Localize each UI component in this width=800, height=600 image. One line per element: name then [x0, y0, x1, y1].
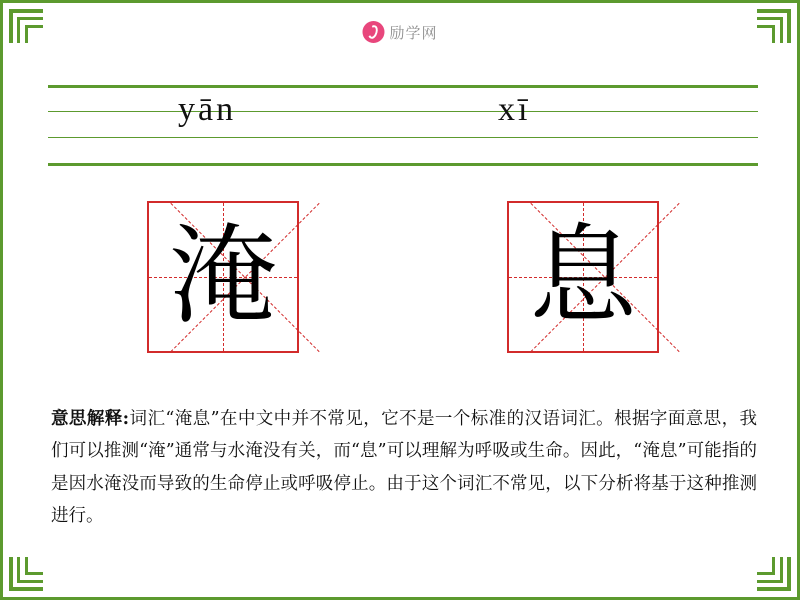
staff-line-bottom	[48, 163, 758, 166]
corner-ornament-bottom-left	[9, 557, 43, 591]
corner-ornament-bottom-right	[757, 557, 791, 591]
staff-line-middle-upper	[48, 111, 758, 112]
character-first: 淹	[168, 214, 277, 339]
pinyin-second: xī	[498, 91, 531, 128]
character-second: 息	[528, 214, 637, 339]
site-logo-label: 励学网	[389, 24, 438, 42]
flame-logo-icon	[362, 21, 384, 43]
character-grid-second	[507, 201, 659, 353]
explanation-body: 词汇“淹息”在中文中并不常见，它不是一个标准的汉语词汇。根据字面意思，我们可以推测“淹”通常与水淹没有关，而“息”可以理解为呼吸或生命。因此，“淹息”可能指的是因水淹没而导致的生命停止或呼吸停止。由于这个词汇不常见，以下分析将基于这种推测进行。	[51, 409, 757, 527]
corner-ornament-top-left	[9, 9, 43, 43]
staff-line-middle-lower	[48, 137, 758, 138]
explanation-block	[51, 403, 757, 533]
pinyin-staff	[48, 85, 758, 167]
character-grid-first	[147, 201, 299, 353]
site-logo[interactable]	[362, 21, 437, 43]
corner-ornament-top-right	[757, 9, 791, 43]
staff-line-top	[48, 85, 758, 88]
explanation-label: 意思解释:	[51, 409, 130, 429]
pinyin-first: yān	[178, 91, 237, 128]
character-grid-row	[3, 201, 800, 361]
